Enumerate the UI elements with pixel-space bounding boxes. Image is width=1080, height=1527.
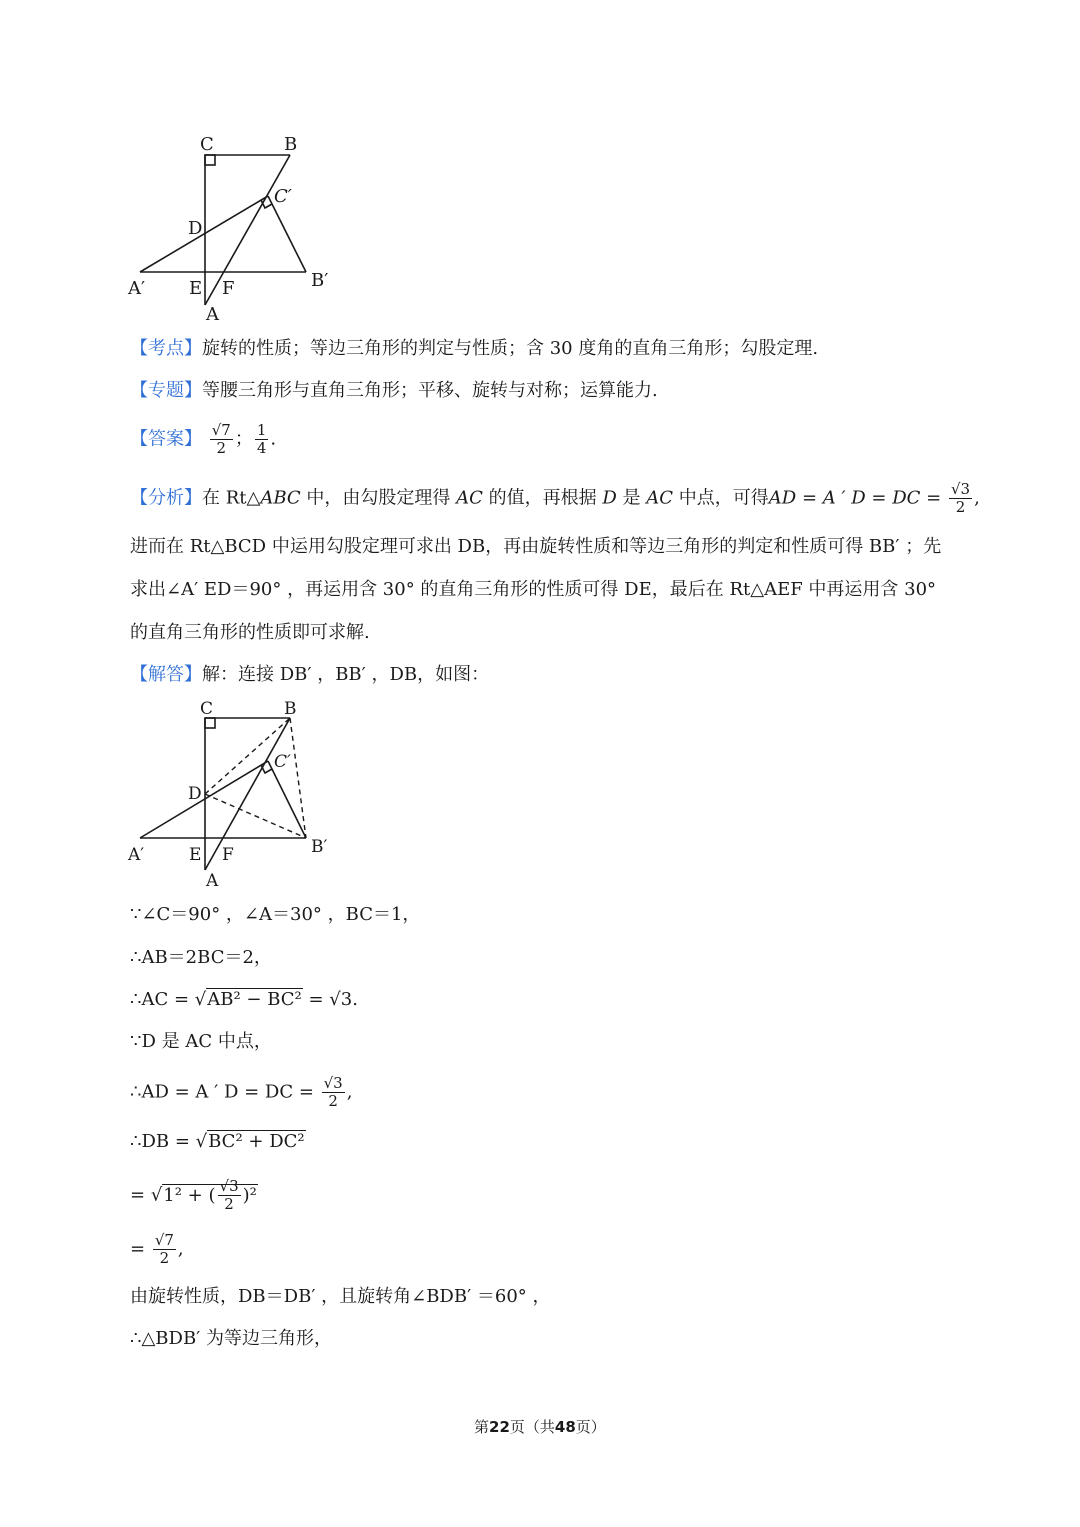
answer-end: . — [270, 428, 277, 450]
fenxi-line-1 — [130, 481, 980, 516]
fig1-label-F: F — [222, 278, 235, 299]
fenxi-text-g: 是 — [616, 487, 647, 509]
fenxi-text-a: 在 Rt△ — [202, 487, 261, 509]
kaodian-text: 旋转的性质；等边三角形的判定与性质；含 30 度角的直角三角形；勾股定理. — [202, 338, 819, 359]
answer-separator: ； — [234, 428, 253, 450]
solution-step-8 — [130, 1232, 184, 1267]
page-footer — [474, 1416, 606, 1437]
step3-sqrt: √AB² − BC² — [194, 989, 302, 1010]
solution-step-7 — [130, 1178, 258, 1213]
fig1-label-A: A — [206, 304, 219, 325]
fig1-label-A-prime: A′ — [128, 278, 146, 299]
step5-fraction: $\frac{√3}{2}$ — [323, 1074, 343, 1110]
fenxi-text-i: 中点，可得 — [673, 487, 769, 509]
figure-1 — [120, 130, 350, 325]
answer-fraction-2: $\frac{1}{4}$ — [256, 421, 267, 457]
jieda-tag: 【解答】 — [130, 664, 202, 685]
fig1-label-C: C — [200, 134, 214, 155]
zhuanti-line — [130, 379, 658, 403]
jieda-line — [130, 663, 489, 687]
jieda-text: 解：连接 DB′ ，BB′ ，DB，如图： — [202, 664, 490, 685]
fenxi-line-4: 的直角三角形的性质即可求解. — [130, 622, 370, 643]
footer-total-pages: 48 — [554, 1418, 576, 1436]
solution-step-6 — [130, 1130, 306, 1154]
footer-page-number: 22 — [489, 1418, 510, 1436]
solution-step-5 — [130, 1075, 352, 1110]
fenxi-text-d: AC — [456, 487, 483, 509]
fig1-label-D: D — [188, 218, 203, 239]
footer-prefix: 第 — [474, 1418, 490, 1436]
fig2-label-B: B — [284, 699, 297, 719]
fenxi-text-e: 的值，再根据 — [482, 487, 603, 509]
step7-sqrt: √1² + ( $\frac{√3}{2}$ )² — [150, 1177, 257, 1213]
zhuanti-tag: 【专题】 — [130, 380, 202, 401]
fig2-label-D: D — [188, 784, 202, 804]
step7-lhs: = — [130, 1184, 151, 1206]
solution-step-10: ∴△BDB′ 为等边三角形， — [130, 1328, 332, 1349]
footer-middle: 页（共 — [509, 1418, 555, 1436]
step6-sqrt: √BC² + DC² — [195, 1131, 305, 1152]
fenxi-text-j: AD = A ′ D = DC = — [768, 487, 947, 509]
daan-tag: 【答案】 — [130, 428, 202, 450]
fig2-label-A: A — [206, 871, 219, 890]
solution-step-4: ∵D 是 AC 中点， — [130, 1031, 272, 1052]
solution-step-3 — [130, 988, 358, 1012]
kaodian-line — [130, 337, 818, 361]
kaodian-tag: 【考点】 — [130, 338, 202, 359]
step8-fraction: $\frac{√7}{2}$ — [154, 1231, 174, 1267]
fenxi-tag: 【分析】 — [130, 487, 202, 509]
step8-end: , — [177, 1238, 184, 1260]
fig2-label-C: C — [200, 699, 214, 719]
footer-suffix: 页） — [575, 1418, 606, 1436]
solution-step-1: ∵∠C＝90° ，∠A＝30° ，BC＝1， — [130, 904, 421, 925]
step5-end: , — [346, 1081, 353, 1103]
fenxi-text-end: , — [974, 487, 980, 509]
step3-rhs: = √3. — [302, 989, 358, 1010]
step3-lhs: ∴AC = — [130, 989, 195, 1010]
fig2-label-E: E — [189, 845, 202, 865]
fenxi-line-3: 求出∠A′ ED＝90° ，再运用含 30° 的直角三角形的性质可得 DE，最后在 Rt△AEF 中再运用含 30° — [130, 579, 937, 600]
fenxi-text-c: 中，由勾股定理得 — [300, 487, 457, 509]
fig1-label-B-prime: B′ — [311, 270, 329, 291]
fig2-label-B-prime: B′ — [311, 837, 328, 857]
fenxi-text-b: ABC — [260, 487, 301, 509]
fenxi-text-h: AC — [646, 487, 674, 509]
fig1-label-B: B — [284, 134, 298, 155]
fenxi-line-2: 进而在 Rt△BCD 中运用勾股定理可求出 DB，再由旋转性质和等边三角形的判定和性质可得 BB′ ；先 — [130, 536, 942, 557]
fenxi-text-f: D — [602, 487, 617, 509]
step5-lhs: ∴AD = A ′ D = DC = — [130, 1081, 320, 1103]
fenxi-fraction: $\frac{√3}{2}$ — [950, 480, 971, 516]
solution-step-2: ∴AB＝2BC＝2， — [130, 947, 272, 968]
fig2-label-F: F — [222, 845, 234, 865]
zhuanti-text: 等腰三角形与直角三角形；平移、旋转与对称；运算能力. — [202, 380, 658, 401]
fig2-label-A-prime: A′ — [128, 845, 145, 865]
fig2-label-C-prime: C′ — [274, 752, 291, 772]
step6-lhs: ∴DB = — [130, 1131, 196, 1152]
fig1-label-E: E — [189, 278, 203, 299]
solution-step-9: 由旋转性质，DB＝DB′ ，且旋转角∠BDB′ ＝60° ， — [130, 1286, 551, 1307]
figure-2 — [120, 695, 350, 890]
fig1-label-C-prime: C′ — [274, 186, 292, 207]
answer-fraction-1: $\frac{√7}{2}$ — [211, 421, 231, 457]
step8-lhs: = — [130, 1238, 151, 1260]
daan-line — [130, 422, 276, 457]
